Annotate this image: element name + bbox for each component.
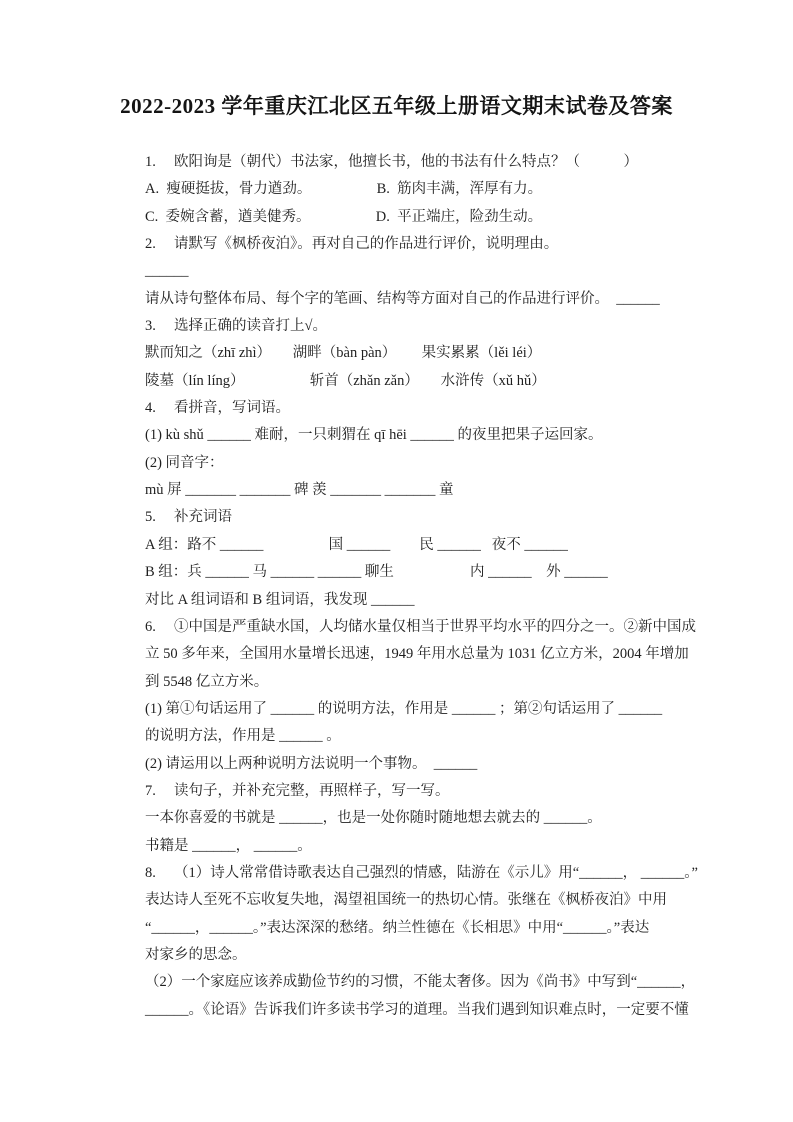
text-line-q5-group-b: B 组：兵 ______ 马 ______ ______ 聊生 内 ______ 外 ______ — [145, 564, 608, 581]
text-line-q5: 5. 补充词语 — [145, 509, 232, 526]
exam-body — [145, 149, 765, 1024]
text-line-q5-group-a: A 组：路不 ______ 国 ______ 民 ______ 夜不 ______ — [145, 536, 568, 553]
text-line-q2: 2. 请默写《枫桥夜泊》。再对自己的作品进行评价，说明理由。 — [145, 236, 559, 253]
text-line-q4-part1: (1) kù shǔ ______ 难耐，一只刺猬在 qī hēi ______ 的夜里把果子运回家。 — [145, 427, 603, 444]
text-line-q6-part1a: (1) 第①句话运用了 ______ 的说明方法，作用是 ______ ；第②句话运用了 ______ — [145, 700, 663, 717]
text-line-q7-sentence2: 书籍是 ______， ______。 — [145, 837, 312, 854]
text-line-q1: 1. 欧阳询是（朝代）书法家，他擅长书，他的书法有什么特点？（ ） — [145, 154, 638, 170]
text-line-q3: 3. 选择正确的读音打上√。 — [145, 318, 327, 335]
text-line-q7: 7. 读句子，并补充完整，再照样子，写一写。 — [145, 782, 450, 799]
text-line-q8-part2b: ______。《论语》告诉我们许多读书学习的道理。当我们遇到知识难点时，一定要不懂 — [145, 1001, 689, 1018]
text-line-q8-part1c: “______，______。”表达深深的愁绪。纳兰性德在《长相思》中用“______。”表达 — [145, 919, 650, 936]
text-line-q1-options-ab: A. 瘦硬挺拔，骨力遒劲。 B. 筋肉丰满，浑厚有力。 — [145, 181, 543, 198]
text-line-q8-part1d: 对家乡的思念。 — [145, 946, 247, 963]
text-line-q3-pinyin-row2: 陵墓（lín líng） 斩首（zhǎn zǎn） 水浒传（xǔ hǔ） — [145, 372, 546, 389]
text-line-q5-compare: 对比 A 组词语和 B 组词语，我发现 ______ — [145, 591, 415, 608]
text-line-q1-options-cd: C. 委婉含蓄，遒美健秀。 D. 平正端庄，险劲生动。 — [145, 208, 543, 225]
text-line-q4-part2: (2) 同音字： — [145, 454, 224, 471]
text-line-q6-passage-1: 6. ①中国是严重缺水国，人均储水量仅相当于世界平均水平的四分之一。②新中国成 — [145, 618, 696, 635]
text-line-q3-pinyin-row1: 默而知之（zhī zhì） 湖畔（bàn pàn） 果实累累（lěi léi） — [145, 345, 542, 362]
text-line-q6-passage-2: 立 50 多年来，全国用水量增长迅速，1949 年用水总量为 1031 亿立方米，2004 年增加 — [145, 646, 689, 663]
text-line-q6-passage-3: 到 5548 亿立方米。 — [145, 673, 269, 690]
text-line-blank-answer: ______ — [145, 263, 189, 280]
text-line-q8-part1a: 8. （1）诗人常常借诗歌表达自己强烈的情感，陆游在《示儿》用“______， ______。” — [145, 864, 698, 881]
text-line-q7-sentence1: 一本你喜爱的书就是 ______，也是一处你随时随地想去就去的 ______。 — [145, 810, 602, 827]
text-line-q6-part1b: 的说明方法，作用是 ______ 。 — [145, 728, 341, 745]
text-line-q8-part2a: （2）一个家庭应该养成勤俭节约的习惯，不能太奢侈。因为《尚书》中写到“______， — [145, 974, 696, 991]
text-line-q8-part1b: 表达诗人至死不忘收复失地，渴望祖国统一的热切心情。张继在《枫桥夜泊》中用 — [145, 892, 667, 909]
text-line-q2-prompt: 请从诗句整体布局、每个字的笔画、结构等方面对自己的作品进行评价。 ______ — [145, 290, 660, 307]
text-line-q4-homophones: mù 屏 _______ _______ 碑 羡 _______ _______ 童 — [145, 482, 454, 499]
text-line-q6-part2: (2) 请运用以上两种说明方法说明一个事物。 ______ — [145, 755, 478, 772]
page-title: 2022-2023 学年重庆江北区五年级上册语文期末试卷及答案 — [120, 94, 673, 118]
text-line-q4: 4. 看拼音，写词语。 — [145, 400, 290, 417]
